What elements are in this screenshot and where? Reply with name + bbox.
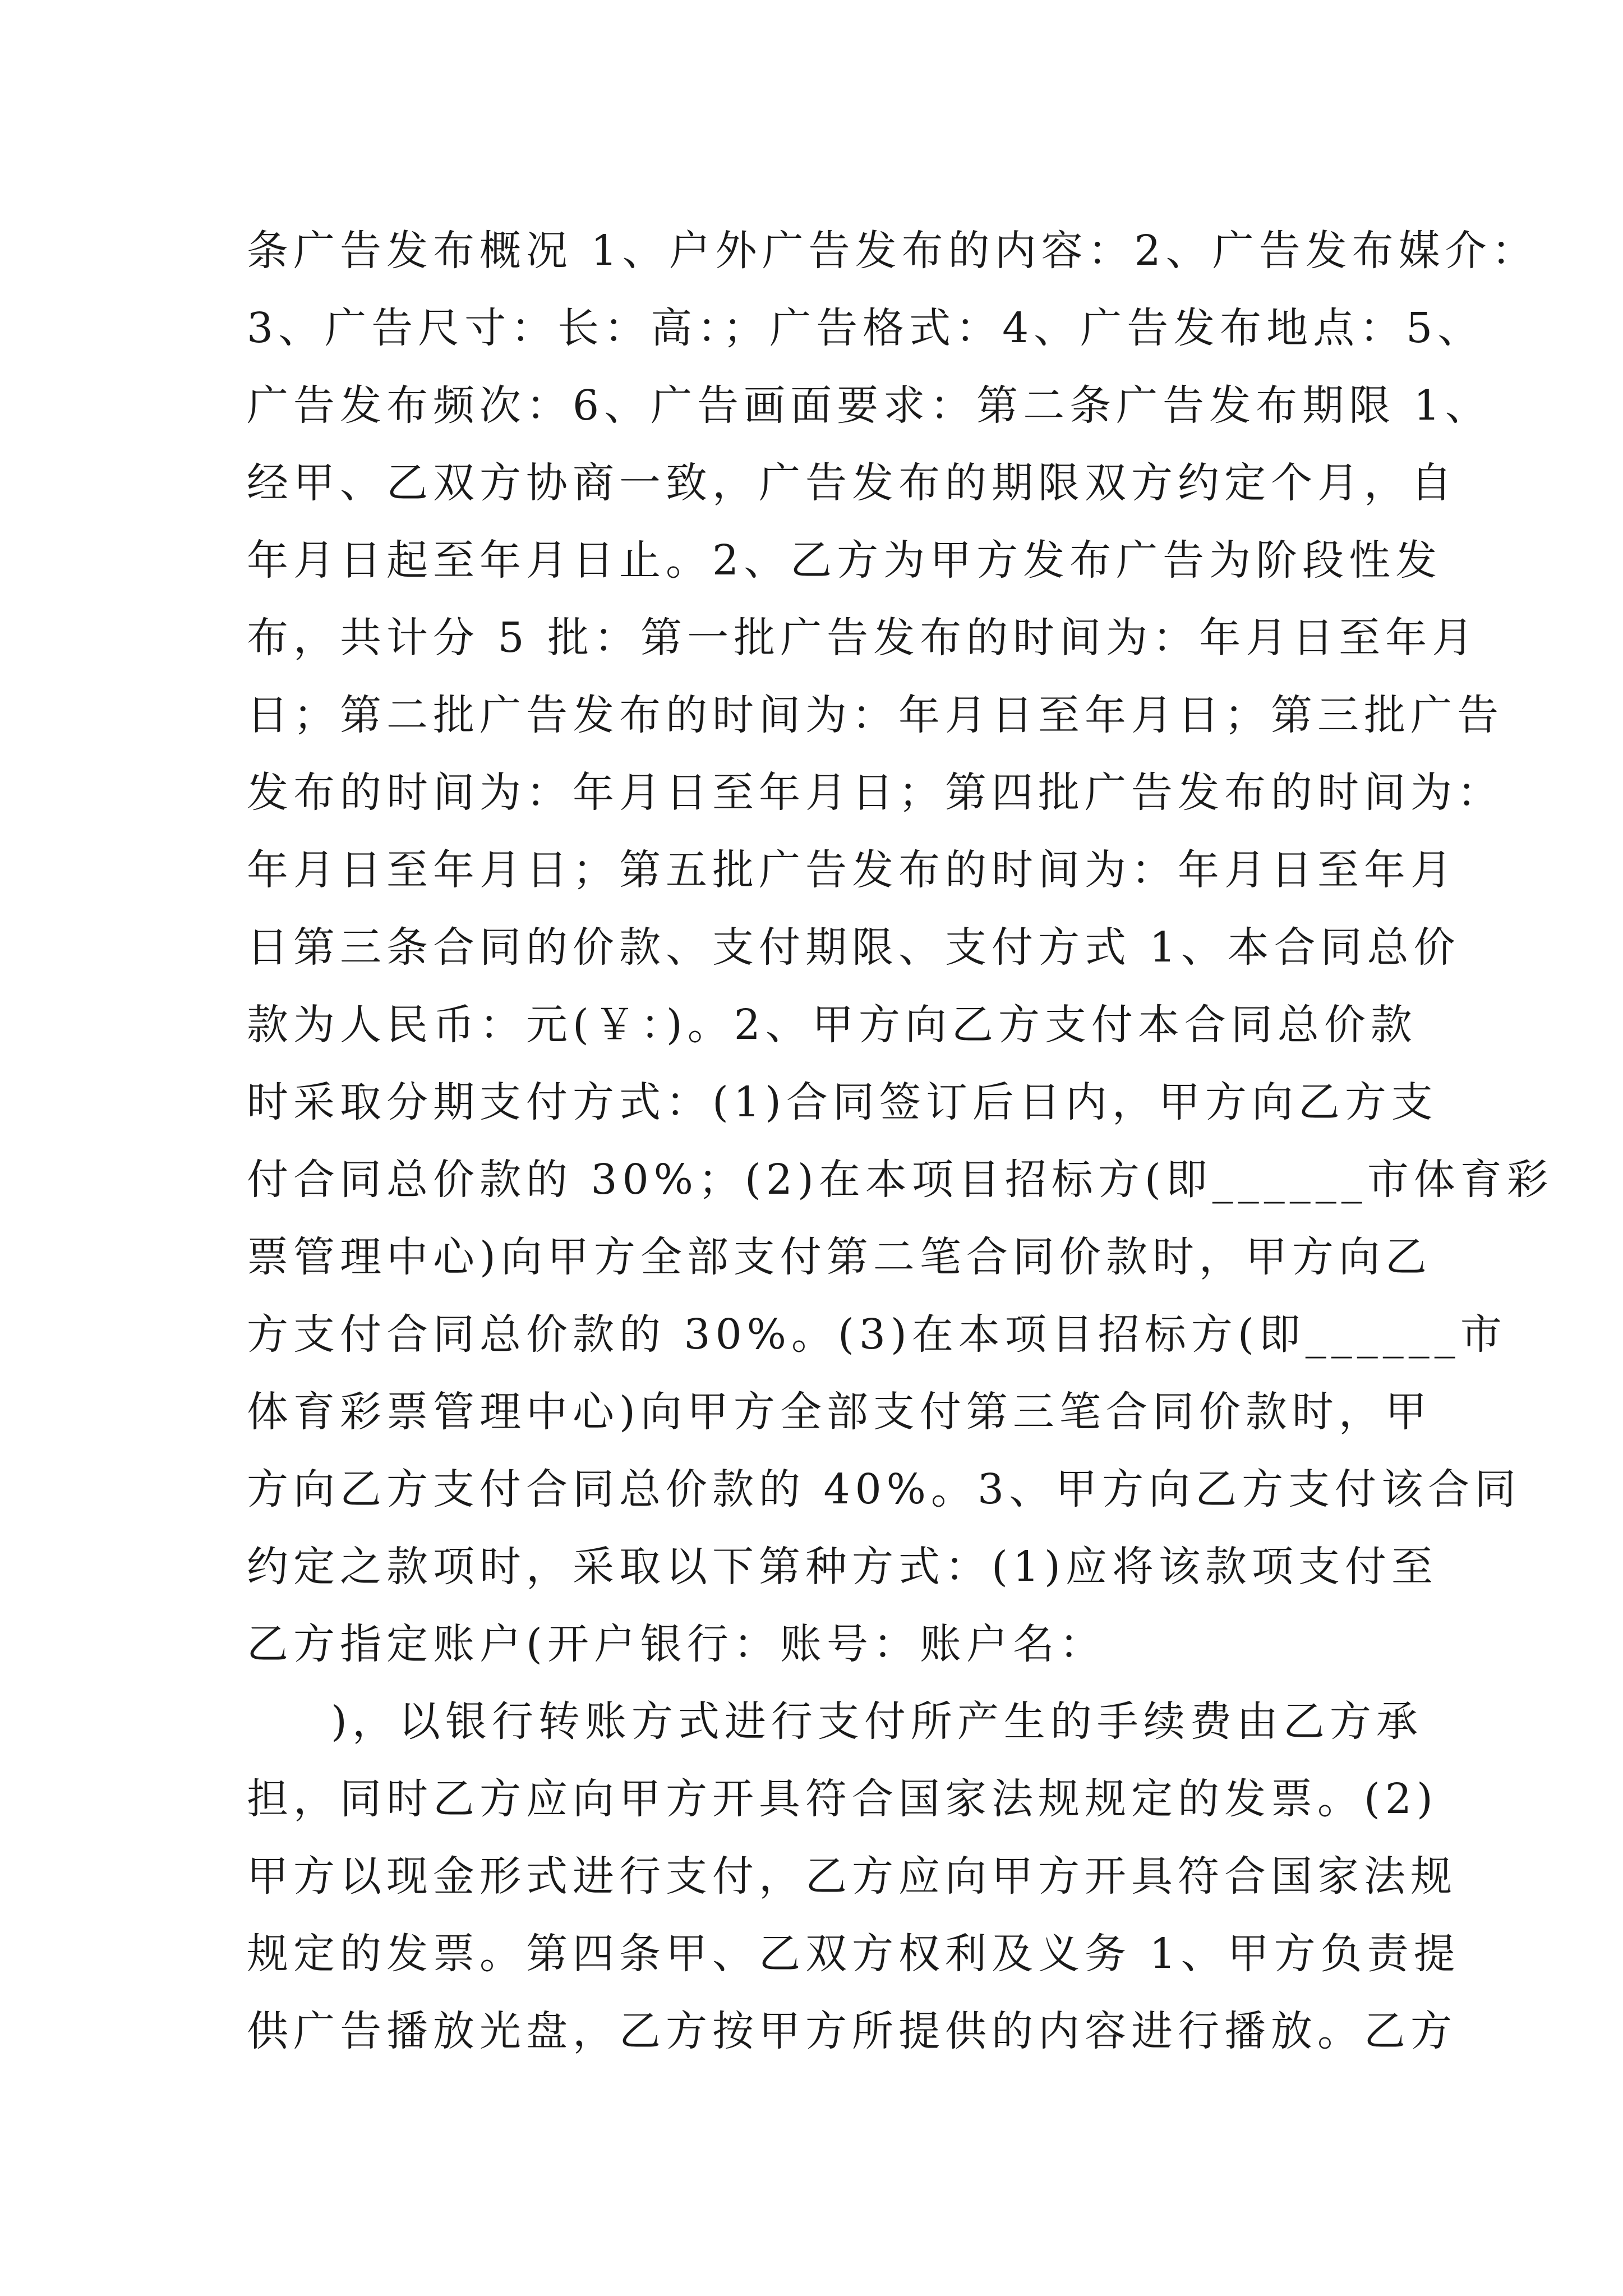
text-line: 甲方以现金形式进行支付，乙方应向甲方开具符合国家法规 (247, 1852, 1457, 1901)
text-line: 年月日至年月日；第五批广告发布的时间为：年月日至年月 (247, 846, 1457, 894)
text-line: 供广告播放光盘，乙方按甲方所提供的内容进行播放。乙方 (247, 2007, 1457, 2055)
text-line: 乙方指定账户(开户银行：账号：账户名： (247, 1620, 1106, 1668)
contract-body-text (247, 212, 1553, 2070)
text-line: 付合同总价款的 30%；(2)在本项目招标方(即______市体育彩 (247, 1156, 1553, 1204)
text-line: )，以银行转账方式进行支付所产生的手续费由乙方承 (331, 1697, 1423, 1746)
text-line: 日第三条合同的价款、支付期限、支付方式 1、本合同总价 (247, 923, 1460, 972)
text-line: 规定的发票。第四条甲、乙双方权利及义务 1、甲方负责提 (247, 1930, 1460, 1978)
text-line: 票管理中心)向甲方全部支付第二笔合同价款时，甲方向乙 (247, 1233, 1432, 1281)
text-line: 体育彩票管理中心)向甲方全部支付第三笔合同价款时，甲 (247, 1388, 1432, 1436)
text-line: 约定之款项时，采取以下第种方式：(1)应将该款项支付至 (247, 1543, 1438, 1591)
text-line: 时采取分期支付方式：(1)合同签订后日内，甲方向乙方支 (247, 1078, 1438, 1126)
text-line: 发布的时间为：年月日至年月日；第四批广告发布的时间为： (247, 769, 1504, 817)
text-line: 日；第二批广告发布的时间为：年月日至年月日；第三批广告 (247, 691, 1504, 739)
text-line: 经甲、乙双方协商一致，广告发布的期限双方约定个月，自 (247, 459, 1457, 507)
text-line: 款为人民币：元(￥：)。2、甲方向乙方支付本合同总价款 (247, 1001, 1417, 1049)
text-line: 方支付合同总价款的 30%。(3)在本项目招标方(即______市 (247, 1310, 1507, 1359)
text-line: 担，同时乙方应向甲方开具符合国家法规规定的发票。(2) (247, 1775, 1438, 1823)
text-line: 方向乙方支付合同总价款的 40%。3、甲方向乙方支付该合同 (247, 1465, 1521, 1513)
text-line: 3、广告尺寸：长：高：；广告格式：4、广告发布地点：5、 (247, 304, 1484, 352)
text-line: 条广告发布概况 1、户外广告发布的内容：2、广告发布媒介： (247, 227, 1538, 275)
text-line: 布，共计分 5 批：第一批广告发布的时间为：年月日至年月 (247, 614, 1479, 662)
text-line: 广告发布频次：6、广告画面要求：第二条广告发布期限 1、 (247, 381, 1492, 430)
text-line: 年月日起至年月日止。2、乙方为甲方发布广告为阶段性发 (247, 536, 1442, 585)
